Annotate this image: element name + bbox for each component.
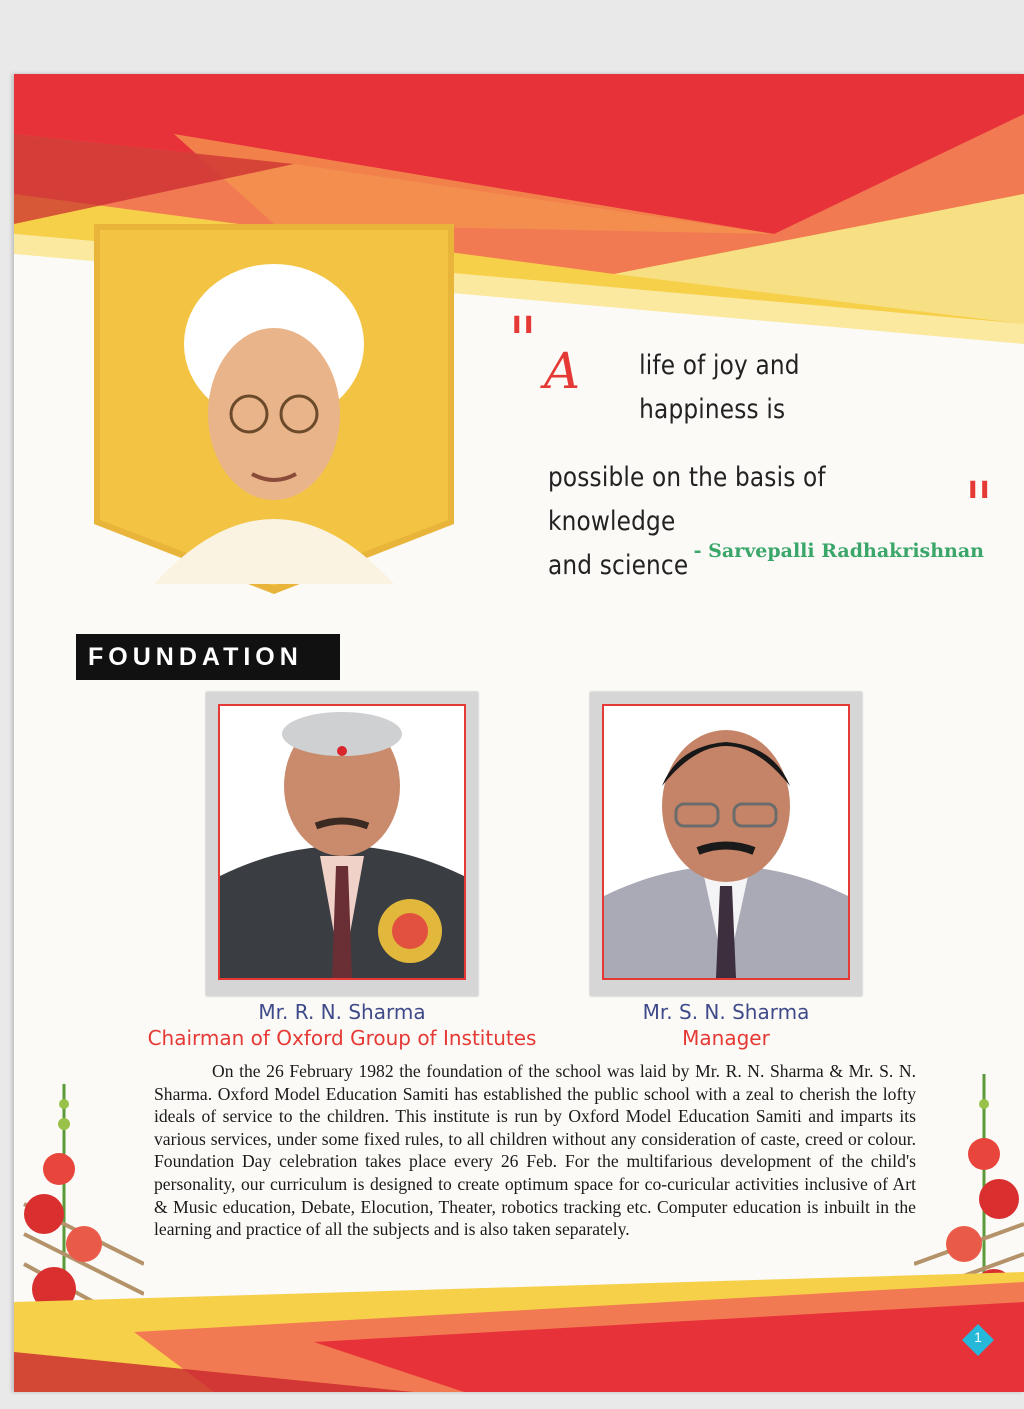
page-number: 1 [974, 1329, 982, 1345]
foundation-paragraph: On the 26 February 1982 the foundation of the school was laid by Mr. R. N. Sharma & Mr. S. N. Sharma. Oxford Model Education Samiti has established the public school with a zeal to cherish the lofty ideals of service to the children. This institute is run by Oxford Model Education Samiti and imparts its various services, under some fixed rules, to all children without any consideration of caste, creed or colour. Foundation Day celebration takes place every 26 Feb. For the multifarious development of the child's personality, our curriculum is designed to create optimum space for co-curicular activities inclusive of Art & Music education, Debate, Elocution, Theater, robotics tracking etc. Computer education is inbuilt in the learning and practice of all the subjects and is also taken separately. [154, 1061, 916, 1240]
photo-chairman [206, 692, 478, 996]
person-name-2: Mr. S. N. Sharma [642, 1000, 810, 1024]
person-role-1: Chairman of Oxford Group of Institutes [147, 1026, 537, 1050]
quote-initial: A [544, 342, 581, 400]
quote-line-3: and science [548, 550, 689, 581]
portrait-radhakrishnan [94, 224, 454, 604]
quote-line-1: life of joy and happiness is [639, 350, 800, 425]
quote-line-2: possible on the basis of knowledge [548, 462, 826, 537]
person-name-1: Mr. R. N. Sharma [258, 1000, 426, 1024]
manager-photo-image [604, 706, 848, 978]
bottom-decorative-band [14, 1272, 1024, 1392]
section-heading: FOUNDATION [76, 634, 340, 680]
brochure-page [14, 74, 1024, 1392]
person-role-2: Manager [682, 1026, 770, 1050]
quote-close-mark: " [964, 469, 994, 543]
quote-open-mark: " [508, 304, 538, 378]
chairman-photo-image [220, 706, 464, 978]
photo-manager [590, 692, 862, 996]
quote-author: - Sarvepalli Radhakrishnan [693, 540, 984, 562]
